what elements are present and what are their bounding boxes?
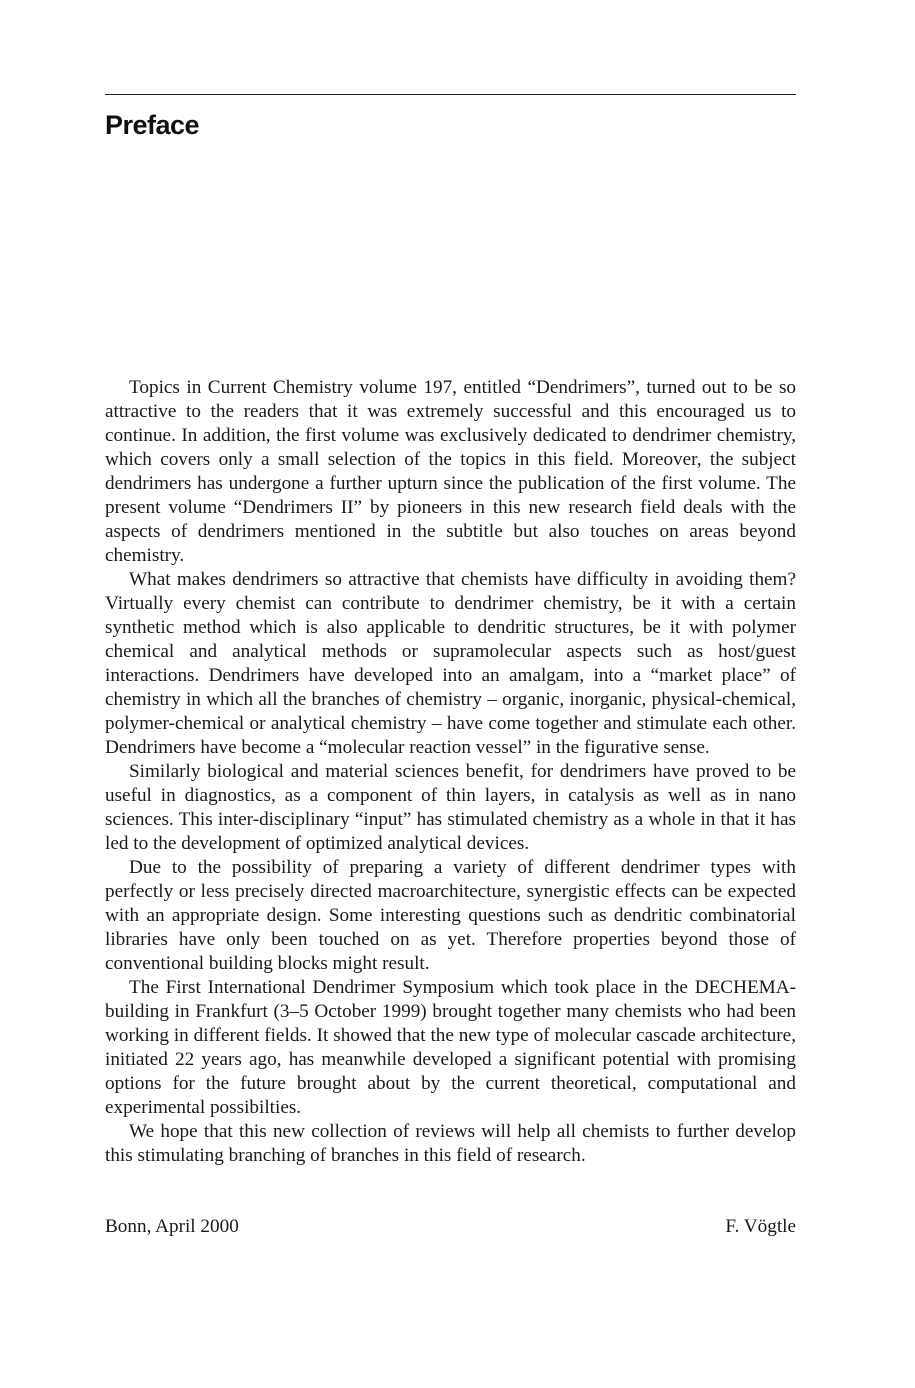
preface-body	[105, 376, 796, 1168]
paragraph: The First International Dendrimer Symposium which took place in the DECHEMA-building in Frankfurt (3–5 October 1999) brought together many chemists who had been working in different fields. It showed that the new type of molecular cascade architecture, initiated 22 years ago, has meanwhile developed a significant potential with promising options for the future brought about by the current theoretical, computational and experimental possibilties.	[105, 977, 796, 1118]
paragraph: Due to the possibility of preparing a variety of different dendrimer types with perfectly or less precisely directed macroarchitecture, synergistic effects can be expected with an appropriate design. Some interesting questions such as dendritic combinatorial libraries have only been touched on as yet. Therefore properties beyond those of conventional building blocks might result.	[105, 857, 796, 974]
signoff	[105, 1215, 796, 1239]
place-date: Bonn, April 2000	[105, 1216, 239, 1237]
page-title: Preface	[105, 110, 200, 140]
paragraph: We hope that this new collection of reviews will help all chemists to further develop this stimulating branching of branches in this field of research.	[105, 1121, 796, 1166]
paragraph: What makes dendrimers so attractive that chemists have difficulty in avoiding them? Virtually every chemist can contribute to dendrimer chemistry, be it with a certain synthetic method which is also applicable to dendritic structures, be it with polymer chemical and analytical methods or supramolecular aspects such as host/guest interactions. Dendrimers have developed into an amalgam, into a “market place” of chemistry in which all the branches of chemistry – organic, inorganic, physical-chemical, polymer-chemical or analytical chemistry – have come together and stimulate each other. Dendrimers have become a “molecular reaction vessel” in the figurative sense.	[105, 569, 796, 758]
header-rule	[105, 94, 796, 95]
paragraph: Similarly biological and material sciences benefit, for dendrimers have proved to be useful in diagnostics, as a component of thin layers, in catalysis as well as in nano sciences. This inter-disciplinary “input” has stimulated chemistry as a whole in that it has led to the development of optimized analytical devices.	[105, 761, 796, 854]
paragraph: Topics in Current Chemistry volume 197, entitled “Dendrimers”, turned out to be so attractive to the readers that it was extremely successful and this encouraged us to continue. In addition, the first volume was exclusively dedicated to dendrimer chemistry, which covers only a small selection of the topics in this field. Moreover, the subject dendrimers has undergone a further upturn since the publication of the first volume. The present volume “Dendrimers II” by pioneers in this new research field deals with the aspects of dendrimers mentioned in the subtitle but also touches on areas beyond chemistry.	[105, 377, 796, 566]
author-name: F. Vögtle	[725, 1216, 796, 1237]
